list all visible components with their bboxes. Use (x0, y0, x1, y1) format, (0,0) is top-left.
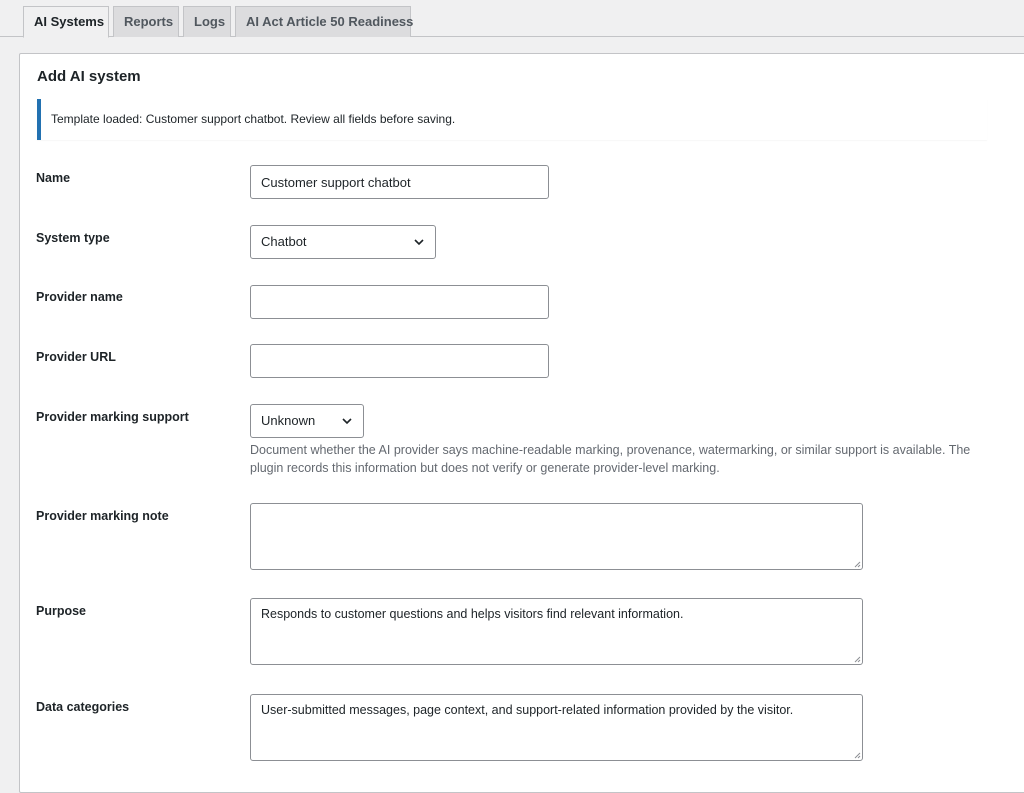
data-categories-label: Data categories (36, 700, 130, 714)
chevron-down-icon (342, 417, 352, 425)
provider-marking-note-textarea[interactable] (250, 503, 863, 570)
provider-marking-support-label: Provider marking support (36, 410, 189, 424)
resize-grip-icon[interactable] (853, 655, 861, 663)
card-title: Add AI system (37, 68, 141, 85)
tab-ai-act-article-50-readiness[interactable]: AI Act Article 50 Readiness (235, 6, 411, 37)
provider-marking-support-value: Unknown (261, 413, 316, 428)
template-loaded-notice: Template loaded: Customer support chatbot. Review all fields before saving. (37, 99, 987, 140)
name-label: Name (36, 171, 71, 185)
purpose-textarea[interactable] (250, 598, 863, 665)
nav-tab-wrapper (0, 0, 1024, 37)
provider-url-field[interactable] (250, 344, 549, 378)
chevron-down-icon (414, 238, 424, 246)
system-type-label: System type (36, 231, 110, 245)
resize-grip-icon[interactable] (853, 751, 861, 759)
provider-name-label: Provider name (36, 290, 123, 304)
data-categories-value: User-submitted messages, page context, and support-related information provided by the visitor. (261, 703, 794, 717)
purpose-label: Purpose (36, 604, 87, 618)
purpose-value: Responds to customer questions and helps visitors find relevant information. (261, 607, 684, 621)
provider-name-field[interactable] (250, 285, 549, 319)
system-type-select[interactable] (250, 225, 436, 259)
provider-marking-support-description: Document whether the AI provider says machine-readable marking, provenance, watermarking, or similar support is available. The plugin records this information but does not verify or generate provider-level marking. (250, 443, 971, 475)
provider-url-label: Provider URL (36, 350, 116, 364)
tab-reports[interactable]: Reports (113, 6, 179, 37)
data-categories-textarea[interactable] (250, 694, 863, 761)
resize-grip-icon[interactable] (853, 560, 861, 568)
system-type-value: Chatbot (261, 234, 307, 249)
tab-logs[interactable]: Logs (183, 6, 231, 37)
provider-marking-note-label: Provider marking note (36, 509, 169, 523)
provider-marking-support-select[interactable] (250, 404, 364, 438)
tab-ai-systems[interactable]: AI Systems (23, 6, 109, 38)
name-field[interactable] (250, 165, 549, 199)
